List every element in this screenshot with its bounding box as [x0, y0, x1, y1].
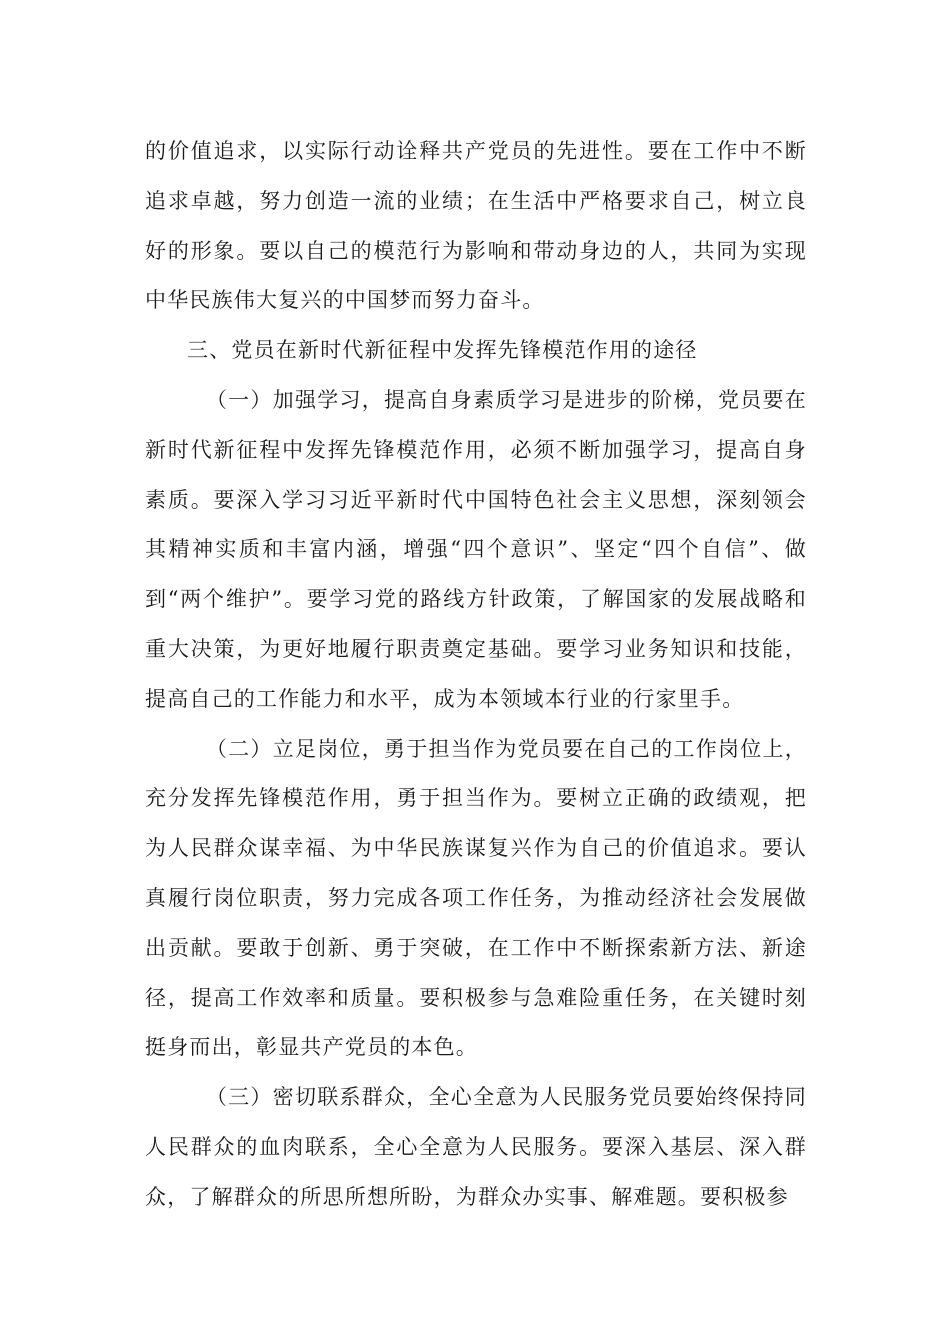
paragraph-continuation: 的价值追求，以实际行动诠释共产党员的先进性。要在工作中不断追求卓越，努力创造一流的业绩；在生活中严格要求自己，树立良好的形象。要以自己的模范行为影响和带动身边的人，共同为实现中华民族伟大复兴的中国梦而努力奋斗。	[145, 139, 807, 313]
section-heading: 三、党员在新时代新征程中发挥先锋模范作用的途径	[187, 338, 698, 363]
paragraph-subsection-2: （二）立足岗位，勇于担当作为党员要在自己的工作岗位上，充分发挥先锋模范作用，勇于担当作为。要树立正确的政绩观，把为人民群众谋幸福、为中华民族谋复兴作为自己的价值追求。要认真履行岗位职责，努力完成各项工作任务，为推动经济社会发展做出贡献。要敢于创新、勇于突破，在工作中不断探索新方法、新途径，提高工作效率和质量。要积极参与急难险重任务，在关键时刻挺身而出，彰显共产党员的本色。	[145, 736, 807, 1060]
document-body	[145, 127, 807, 1223]
paragraph-subsection-3: （三）密切联系群众，全心全意为人民服务党员要始终保持同人民群众的血肉联系，全心全意为人民服务。要深入基层、深入群众，了解群众的所思所想所盼，为群众办实事、解难题。要积极参	[145, 1085, 807, 1209]
paragraph-subsection-1: （一）加强学习，提高自身素质学习是进步的阶梯，党员要在新时代新征程中发挥先锋模范作用，必须不断加强学习，提高自身素质。要深入学习习近平新时代中国特色社会主义思想，深刻领会其精神实质和丰富内涵，增强“四个意识”、坚定“四个自信”、做到“两个维护”。要学习党的路线方针政策，了解国家的发展战略和重大决策，为更好地履行职责奠定基础。要学习业务知识和技能，提高自己的工作能力和水平，成为本领域本行业的行家里手。	[145, 387, 807, 711]
